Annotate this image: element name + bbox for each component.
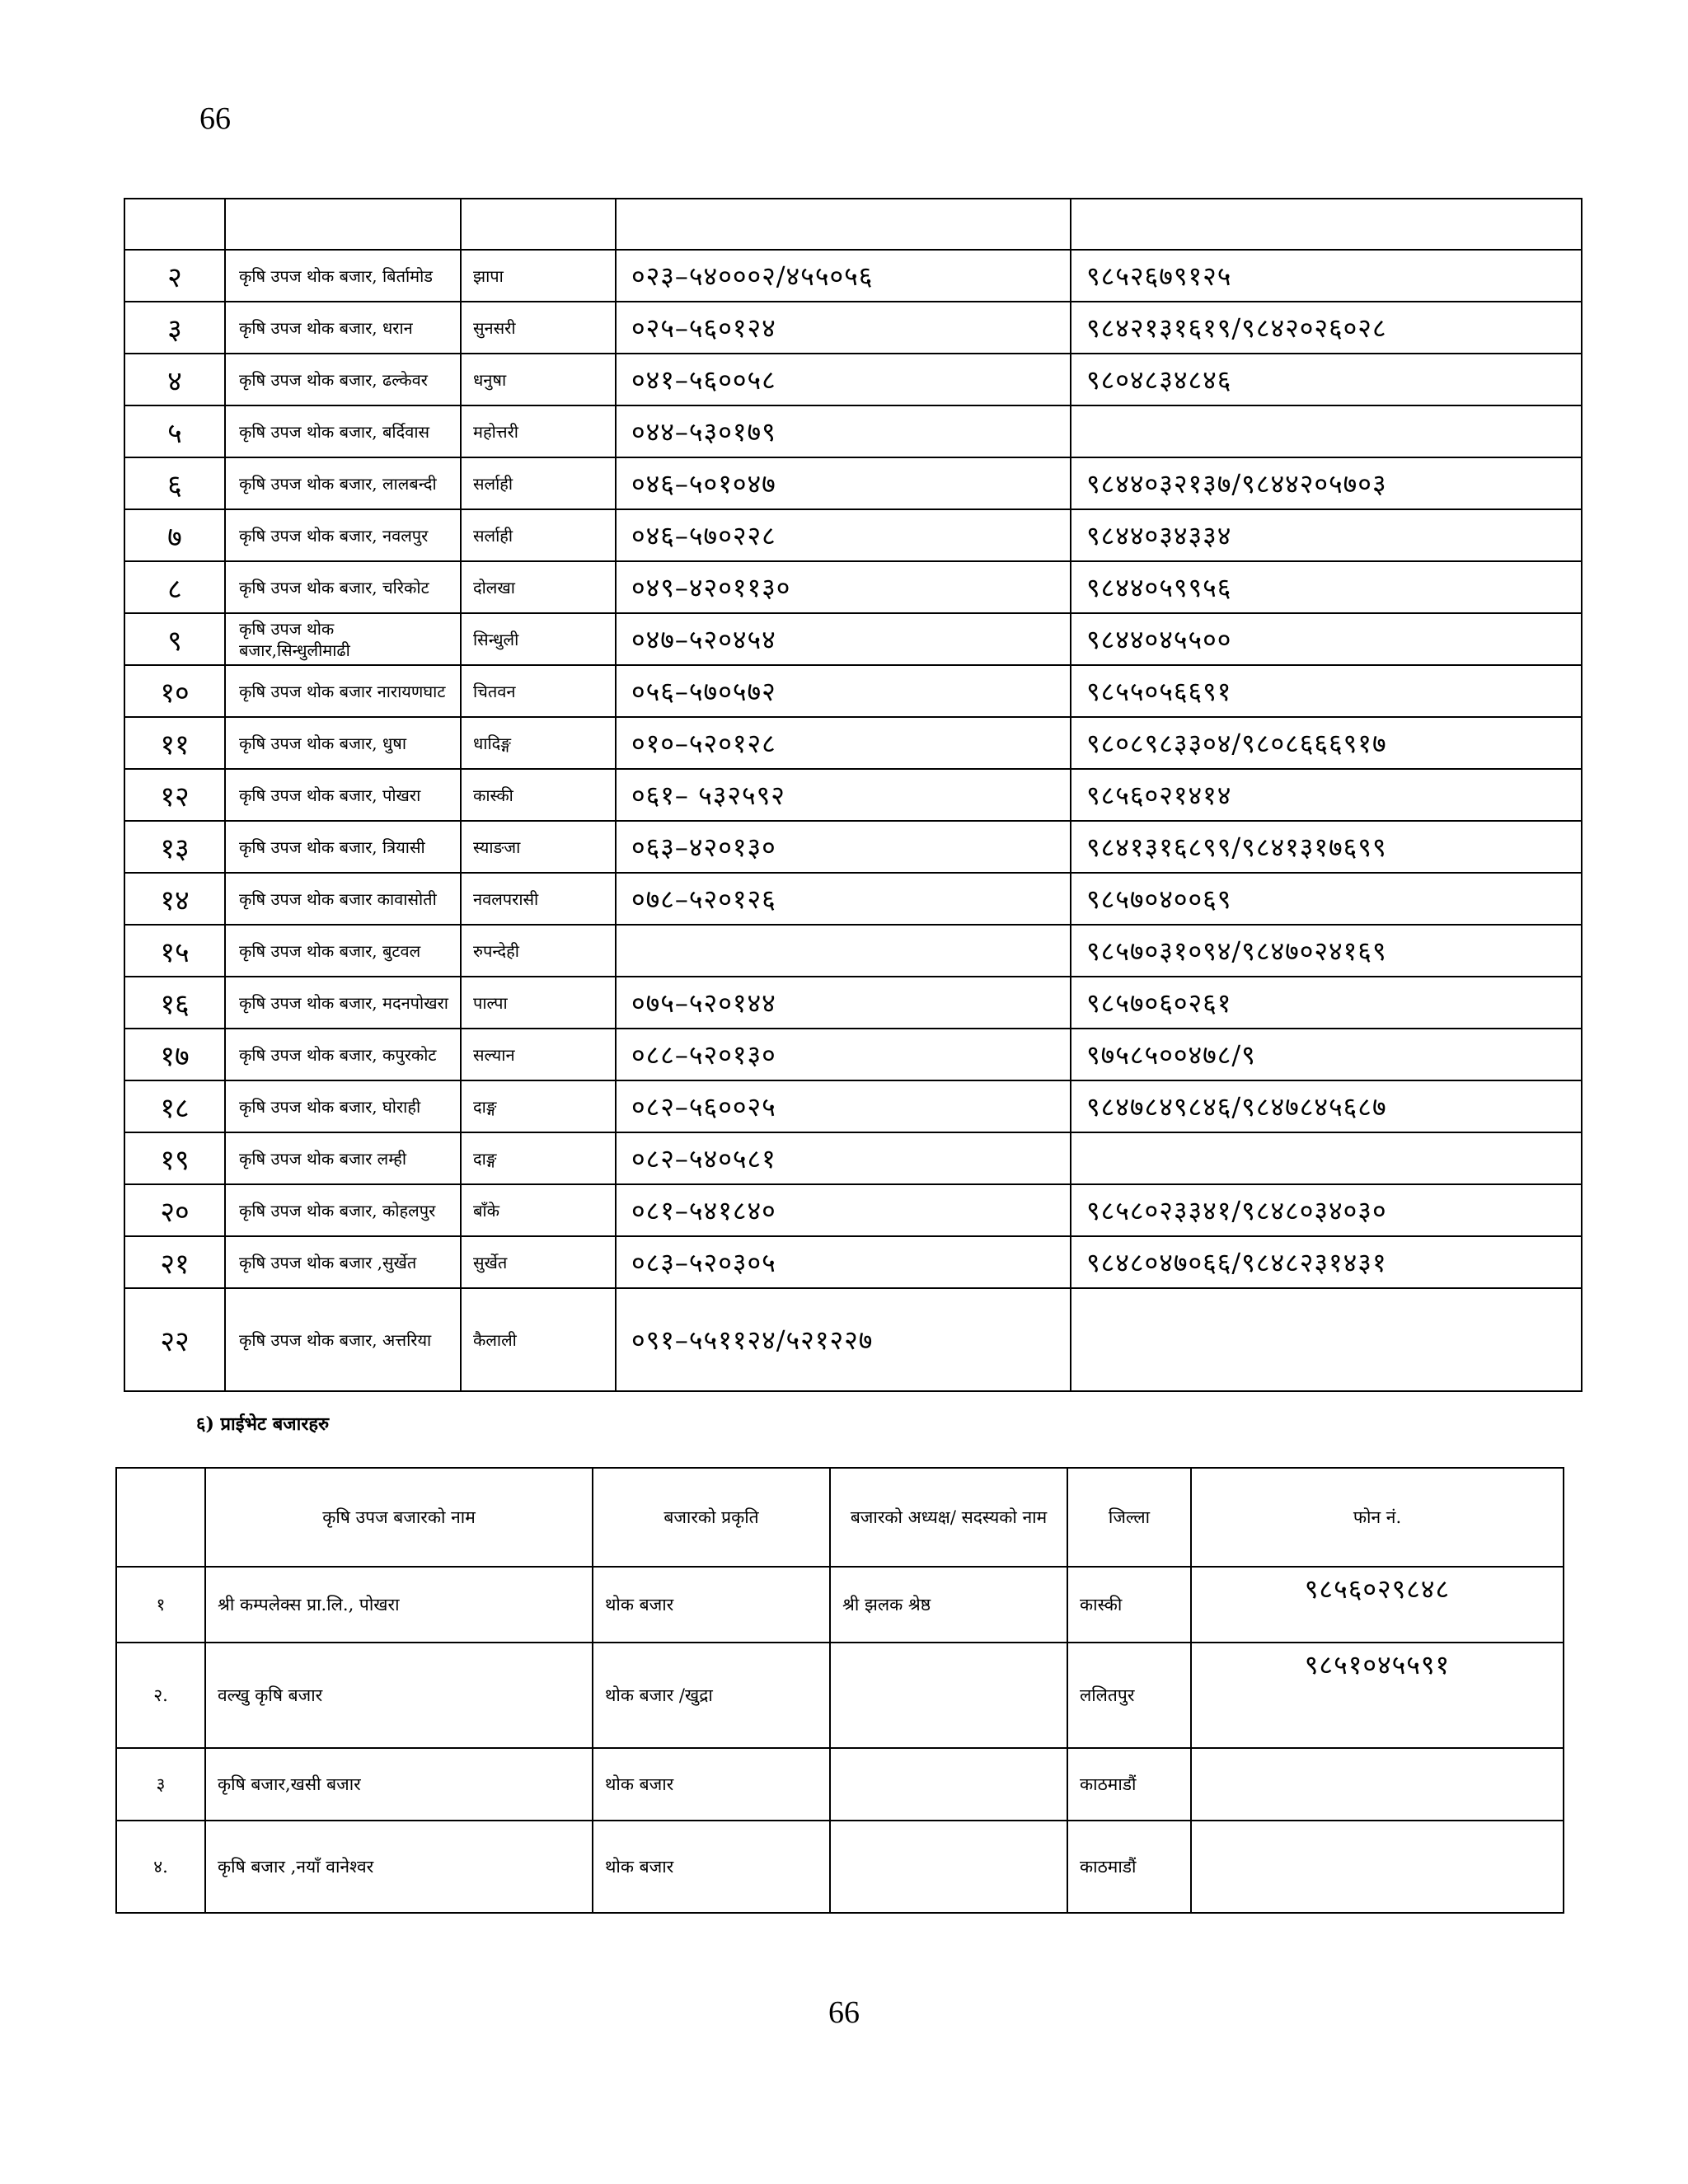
table-row: [124, 977, 1582, 1029]
cell-mobile: ९८४८०४७०६६/९८४८२३१४३१: [1071, 1236, 1582, 1288]
table-row: [124, 302, 1582, 354]
cell-phone: ०६१– ५३२५९२: [616, 769, 1071, 821]
page-number-bottom: 66: [828, 1995, 860, 2030]
cell-district: धादिङ्ग: [461, 717, 616, 769]
cell-district: काठमाडौं: [1067, 1821, 1191, 1913]
cell-phone: ०४६–५०१०४७: [616, 457, 1071, 509]
table-row: [124, 1184, 1582, 1236]
cell-phone: ०२५–५६०१२४: [616, 302, 1071, 354]
cell-market-name: श्री कम्पलेक्स प्रा.लि., पोखरा: [205, 1567, 593, 1643]
header-phone: फोन नं.: [1191, 1468, 1564, 1567]
cell-sn: २.: [116, 1643, 205, 1748]
cell-market-name: कृषि उपज थोक बजार, बुटवल: [225, 925, 461, 977]
cell-chair-name: [830, 1748, 1067, 1821]
cell-market-name: कृषि उपज थोक बजार,सिन्धुलीमाढी: [225, 613, 461, 665]
cell-sn: ३: [124, 302, 225, 354]
cell-market-name: कृषि बजार,खसी बजार: [205, 1748, 593, 1821]
cell-phone: ०५६–५७०५७२: [616, 665, 1071, 717]
cell-sn: ११: [124, 717, 225, 769]
cell-market-name: कृषि उपज थोक बजार, धरान: [225, 302, 461, 354]
header-market-nature: बजारको प्रकृति: [593, 1468, 830, 1567]
cell-district: सल्यान: [461, 1029, 616, 1080]
cell-market-name: कृषि उपज थोक बजार, चरिकोट: [225, 561, 461, 613]
cell-market-name: [225, 199, 461, 250]
cell-market-name: कृषि उपज थोक बजार, घोराही: [225, 1080, 461, 1132]
cell-market-name: कृषि उपज थोक बजार, अत्तरिया: [225, 1288, 461, 1391]
wholesale-markets-table: [124, 198, 1582, 1392]
table-row: [116, 1748, 1564, 1821]
cell-sn: १: [116, 1567, 205, 1643]
table-row: [116, 1567, 1564, 1643]
cell-sn: २२: [124, 1288, 225, 1391]
cell-market-name: कृषि उपज थोक बजार, कोहलपुर: [225, 1184, 461, 1236]
table-row: [124, 1236, 1582, 1288]
cell-district: दाङ्ग: [461, 1080, 616, 1132]
cell-mobile: ९८५६०२१४१४: [1071, 769, 1582, 821]
section-heading-private-markets: ६) प्राईभेट बजारहरु: [196, 1413, 330, 1435]
cell-phone: [1191, 1821, 1564, 1913]
cell-market-name: कृषि उपज थोक बजार, नवलपुर: [225, 509, 461, 561]
cell-phone: ०८८–५२०१३०: [616, 1029, 1071, 1080]
cell-market-name: कृषि उपज थोक बजार कावासोती: [225, 873, 461, 925]
cell-market-nature: थोक बजार: [593, 1821, 830, 1913]
cell-mobile: [1071, 1132, 1582, 1184]
cell-phone: ९८५६०२९८४८: [1191, 1567, 1564, 1643]
page-number-top: 66: [199, 101, 231, 136]
cell-district: महोत्तरी: [461, 405, 616, 457]
cell-mobile: [1071, 1288, 1582, 1391]
cell-chair-name: [830, 1821, 1067, 1913]
cell-district: बाँके: [461, 1184, 616, 1236]
cell-market-name: कृषि उपज थोक बजार, त्रियासी: [225, 821, 461, 873]
cell-district: कास्की: [1067, 1567, 1191, 1643]
cell-market-name: कृषि उपज थोक बजार लम्ही: [225, 1132, 461, 1184]
cell-district: सुनसरी: [461, 302, 616, 354]
cell-market-name: कृषि उपज थोक बजार, कपुरकोट: [225, 1029, 461, 1080]
cell-sn: २१: [124, 1236, 225, 1288]
cell-sn: १८: [124, 1080, 225, 1132]
cell-mobile: ९८५७०३१०९४/९८४७०२४१६९: [1071, 925, 1582, 977]
cell-sn: १७: [124, 1029, 225, 1080]
cell-market-name: कृषि उपज थोक बजार, मदनपोखरा: [225, 977, 461, 1029]
table-row: [124, 509, 1582, 561]
table-row: [124, 405, 1582, 457]
cell-phone: ०१०–५२०१२८: [616, 717, 1071, 769]
cell-sn: १५: [124, 925, 225, 977]
cell-sn: १३: [124, 821, 225, 873]
table-row: [124, 1080, 1582, 1132]
cell-district: ललितपुर: [1067, 1643, 1191, 1748]
cell-sn: ३: [116, 1748, 205, 1821]
cell-phone: ०८१–५४१८४०: [616, 1184, 1071, 1236]
cell-sn: ८: [124, 561, 225, 613]
cell-sn: ६: [124, 457, 225, 509]
cell-mobile: ९८४४०३४३३४: [1071, 509, 1582, 561]
cell-mobile: ९८५५०५६६९१: [1071, 665, 1582, 717]
cell-mobile: ९८५२६७९१२५: [1071, 250, 1582, 302]
cell-mobile: ९८४७८४९८४६/९८४७८४५६८७: [1071, 1080, 1582, 1132]
cell-mobile: ९८४४०३२१३७/९८४४२०५७०३: [1071, 457, 1582, 509]
table-row: [124, 821, 1582, 873]
cell-mobile: ९८५८०२३३४१/९८४८०३४०३०: [1071, 1184, 1582, 1236]
table-row: [124, 354, 1582, 405]
cell-market-nature: थोक बजार /खुद्रा: [593, 1643, 830, 1748]
cell-phone: ०८२–५४०५८१: [616, 1132, 1071, 1184]
table-row: [124, 613, 1582, 665]
table-row: [124, 873, 1582, 925]
cell-mobile: ९७५८५००४७८/९: [1071, 1029, 1582, 1080]
cell-mobile: [1071, 405, 1582, 457]
cell-market-name: कृषि उपज थोक बजार नारायणघाट: [225, 665, 461, 717]
cell-district: सर्लाही: [461, 509, 616, 561]
cell-mobile: ९८०८९८३३०४/९८०८६६६९१७: [1071, 717, 1582, 769]
cell-district: चितवन: [461, 665, 616, 717]
cell-market-nature: थोक बजार: [593, 1748, 830, 1821]
cell-phone: ०४७–५२०४५४: [616, 613, 1071, 665]
cell-phone: [1191, 1748, 1564, 1821]
cell-phone: ०८३–५२०३०५: [616, 1236, 1071, 1288]
cell-market-nature: थोक बजार: [593, 1567, 830, 1643]
cell-district: नवलपरासी: [461, 873, 616, 925]
cell-phone: ०६३–४२०१३०: [616, 821, 1071, 873]
table-row: [124, 199, 1582, 250]
cell-phone: ०२३–५४०००२/४५५०५६: [616, 250, 1071, 302]
cell-district: सिन्धुली: [461, 613, 616, 665]
cell-sn: १२: [124, 769, 225, 821]
cell-mobile: ९८५७०६०२६१: [1071, 977, 1582, 1029]
cell-sn: १४: [124, 873, 225, 925]
cell-sn: ९: [124, 613, 225, 665]
cell-chair-name: श्री झलक श्रेष्ठ: [830, 1567, 1067, 1643]
table-row: [124, 925, 1582, 977]
cell-phone: ०८२–५६००२५: [616, 1080, 1071, 1132]
cell-sn: ७: [124, 509, 225, 561]
cell-sn: १०: [124, 665, 225, 717]
cell-mobile: ९८०४८३४८४६: [1071, 354, 1582, 405]
table-row: [124, 561, 1582, 613]
cell-district: रुपन्देही: [461, 925, 616, 977]
table-row: [124, 1288, 1582, 1391]
cell-district: सर्लाही: [461, 457, 616, 509]
cell-phone: ०७५–५२०१४४: [616, 977, 1071, 1029]
table-row: [124, 769, 1582, 821]
cell-mobile: ९८५७०४००६९: [1071, 873, 1582, 925]
cell-market-name: कृषि उपज थोक बजार, बिर्तामोड: [225, 250, 461, 302]
header-sn: [116, 1468, 205, 1567]
header-district: जिल्ला: [1067, 1468, 1191, 1567]
cell-market-name: वल्खु कृषि बजार: [205, 1643, 593, 1748]
cell-mobile: ९८४२१३१६१९/९८४२०२६०२८: [1071, 302, 1582, 354]
cell-district: काठमाडौं: [1067, 1748, 1191, 1821]
cell-phone: [616, 199, 1071, 250]
cell-phone: ९८५१०४५५९१: [1191, 1643, 1564, 1748]
cell-phone: ०७८–५२०१२६: [616, 873, 1071, 925]
cell-mobile: ९८४४०४५५००: [1071, 613, 1582, 665]
table-row: [124, 1132, 1582, 1184]
cell-sn: ४: [124, 354, 225, 405]
cell-phone: ०४१–५६००५८: [616, 354, 1071, 405]
cell-district: झापा: [461, 250, 616, 302]
cell-phone: ०४९–४२०११३०: [616, 561, 1071, 613]
cell-sn: २: [124, 250, 225, 302]
private-markets-table: [115, 1467, 1564, 1914]
cell-phone: ०९१–५५११२४/५२१२२७: [616, 1288, 1071, 1391]
table-row: [116, 1643, 1564, 1748]
table-row: [124, 457, 1582, 509]
table-row: [124, 250, 1582, 302]
cell-market-name: कृषि उपज थोक बजार, पोखरा: [225, 769, 461, 821]
cell-phone: [616, 925, 1071, 977]
table-row: [124, 665, 1582, 717]
cell-mobile: [1071, 199, 1582, 250]
cell-district: कैलाली: [461, 1288, 616, 1391]
header-market-name: कृषि उपज बजारको नाम: [205, 1468, 593, 1567]
cell-sn: [124, 199, 225, 250]
cell-sn: १६: [124, 977, 225, 1029]
header-chair-name: बजारको अध्यक्ष/ सदस्यको नाम: [830, 1468, 1067, 1567]
cell-district: सुर्खेत: [461, 1236, 616, 1288]
table-header-row: [116, 1468, 1564, 1567]
table-row: [116, 1821, 1564, 1913]
table-row: [124, 1029, 1582, 1080]
cell-district: स्याङजा: [461, 821, 616, 873]
cell-mobile: ९८४१३१६८९९/९८४१३१७६९९: [1071, 821, 1582, 873]
cell-market-name: कृषि उपज थोक बजार, लालबन्दी: [225, 457, 461, 509]
cell-chair-name: [830, 1643, 1067, 1748]
table-row: [124, 717, 1582, 769]
cell-market-name: कृषि बजार ,नयाँ वानेश्वर: [205, 1821, 593, 1913]
cell-sn: ४.: [116, 1821, 205, 1913]
cell-market-name: कृषि उपज थोक बजार ,सुर्खेत: [225, 1236, 461, 1288]
cell-district: कास्की: [461, 769, 616, 821]
cell-market-name: कृषि उपज थोक बजार, बर्दिवास: [225, 405, 461, 457]
cell-district: दाङ्ग: [461, 1132, 616, 1184]
cell-district: पाल्पा: [461, 977, 616, 1029]
cell-sn: २०: [124, 1184, 225, 1236]
cell-district: [461, 199, 616, 250]
cell-sn: १९: [124, 1132, 225, 1184]
cell-district: धनुषा: [461, 354, 616, 405]
cell-market-name: कृषि उपज थोक बजार, ढल्केवर: [225, 354, 461, 405]
cell-district: दोलखा: [461, 561, 616, 613]
cell-market-name: कृषि उपज थोक बजार, धुषा: [225, 717, 461, 769]
cell-mobile: ९८४४०५९९५६: [1071, 561, 1582, 613]
cell-phone: ०४४–५३०१७९: [616, 405, 1071, 457]
cell-phone: ०४६–५७०२२८: [616, 509, 1071, 561]
cell-sn: ५: [124, 405, 225, 457]
